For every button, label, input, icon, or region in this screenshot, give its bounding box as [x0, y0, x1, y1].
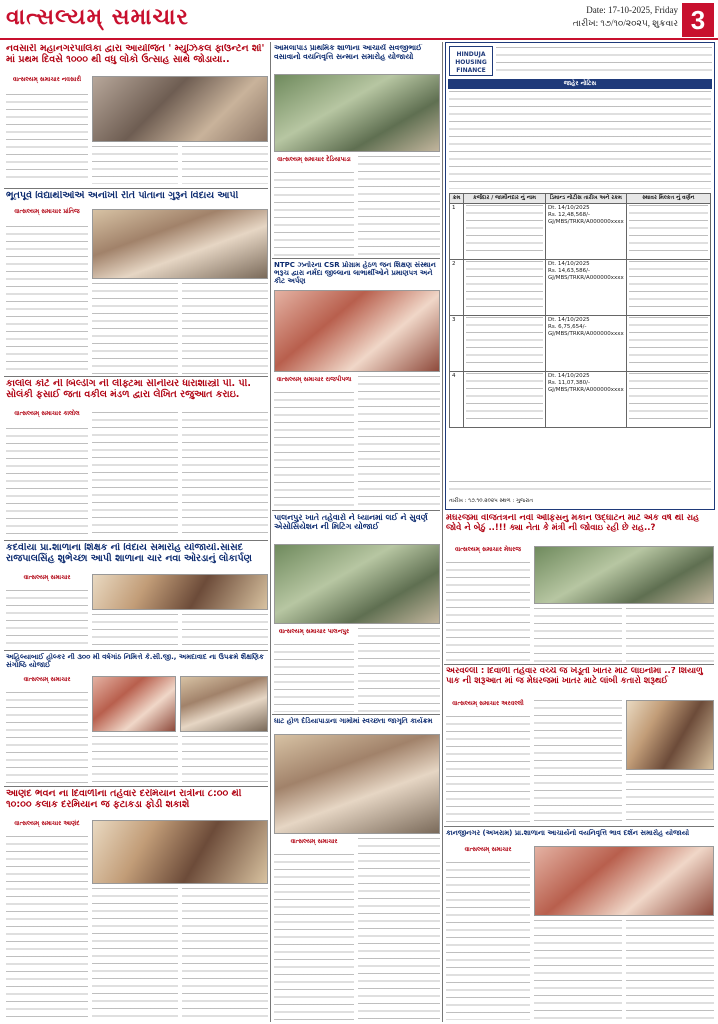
headline-a12: કાનજીનગર (અખરામ) પ્રા.શાળાના આચાર્યનો વયનિવૃત્તિ ભાવ દર્શન સમારોહ યોજાયો [446, 829, 690, 837]
article-text-a6-col1 [6, 836, 88, 1020]
headline-a5: અહિલ્યાબાઈ હોલ્કર ની ૩૦૦ મી વર્ષગાંઠ નિમિત્તે કે.સી.જી., અમદાવાદ ના ઉપક્રમે શૈક્ષણિક સંગોષ્ઠિ યોજાઈ [6, 653, 264, 670]
masthead [0, 0, 718, 40]
article-text-a12-col2 [534, 920, 622, 1020]
byline-a11: વાત્સલ્યમ્ સમાચાર અરવલ્લી [452, 700, 524, 707]
row-no: 1 [450, 204, 464, 260]
issue-date [573, 4, 678, 30]
page-number: 3 [682, 3, 714, 37]
divider [272, 258, 440, 259]
borrower-names [466, 373, 543, 421]
photo-seminar-right [180, 676, 268, 732]
byline-a2: વાત્સલ્યમ્ સમાચાર પ્રાંતિજ [14, 208, 80, 215]
photo-seminar-left [92, 676, 176, 732]
article-text-a3-col1 [6, 428, 88, 538]
headline-a10: મેઘરજમાં વીજતંત્રની નવી ઓફિસનું મકાન ઉદ્ઘાટન માટે એક વર્ષ થી રાહ જોવે ને બેઠું ..!!! ક્યા નેતા કે મંત્રી ની જોવાઇ રહી છે રાહ..? [446, 514, 700, 533]
demand-date: Dt. 14/10/2025 [548, 317, 590, 323]
byline-a7: વાત્સલ્યમ્ સમાચાર દેડિયાપાડા [277, 156, 351, 163]
photo-fountain-show [92, 76, 268, 142]
headline-a7: આમલાપાડ પ્રાથમિક શાળાના આચાર્ય સવજીભાઈ વસાવાનો વયનિવૃત્તિ સન્માન સમારોહ યોજાયો [274, 44, 422, 61]
article-text-a1-col2 [92, 146, 178, 184]
row-no: 4 [450, 372, 464, 428]
demand-amount: Rs. 14,63,586/- [548, 268, 591, 274]
notice-footer: તારીખ : ૧૭.૧૦.૨૦૨૫ સ્થળ : ગુજરાત [449, 498, 534, 504]
headline-a9: પાલનપુર ખાતે તહેવારો ને ધ્યાનમાં લઈ ને સુવર્ણ એસોસિયેશન ની મિટિંગ યોજાઈ [274, 513, 428, 532]
row-no: 3 [450, 316, 464, 372]
article-text-a12-col1 [446, 862, 530, 1020]
photo-fertilizer-queue [626, 700, 714, 770]
headline-a11: અરવલ્લી : દિવાળી તહેવાર વચ્ચે જ ખેડૂતો ખાતર માટે લાઇનોમાં ..? શિયાળુ પાક ની શરૂઆત માં જ મેઘરજમાં ખાતર માટે લાંબી કતારો શરૂથઈ [446, 667, 703, 686]
demand-date: Dt. 14/10/2025 [548, 205, 590, 211]
divider [4, 376, 268, 377]
article-text-a5-col1 [6, 692, 88, 784]
article-text-a3-col3 [182, 412, 268, 538]
article-text-a9-col2 [358, 628, 440, 712]
demand-date: Dt. 14/10/2025 [548, 373, 590, 379]
article-text-a13-col1 [274, 854, 354, 1020]
photo-principal-felicitation [534, 846, 714, 916]
byline-a12: વાત્સલ્યમ્ સમાચાર [464, 846, 512, 853]
article-text-a7-col2 [358, 156, 440, 256]
property-description [629, 317, 708, 365]
headline-a3: કાલોલ કોર્ટ ની બિલ્ડીંગ ની લીફ્ટમા સીનીયર ધારાશાસ્ત્રી પી. પી. સોલંકી ફસાઈ જતા વકીલ મંડળ દ્વારા લેખિત રજુઆત કરાઇ. [6, 379, 251, 400]
article-text-a10-col2 [534, 608, 622, 662]
byline-a3: વાત્સલ્યમ્ સમાચાર કાલોલ [14, 410, 80, 417]
demand-amount: Rs. 11,07,380/- [548, 380, 591, 386]
byline-a13: વાત્સલ્યમ્ સમાચાર [290, 838, 338, 845]
demand-date: Dt. 14/10/2025 [548, 261, 590, 267]
company-logo [449, 46, 493, 76]
byline-a8: વાત્સલ્યમ્ સમાચાર રાજપીપળા [276, 376, 352, 383]
photo-ntpc-csr [274, 290, 440, 372]
public-notice [445, 42, 715, 510]
article-text-a3-col2 [92, 412, 178, 538]
article-text-a8-col1 [274, 392, 354, 508]
table-row [450, 316, 711, 372]
property-description [629, 373, 708, 421]
byline-a1: વાત્સલ્યમ્ સમાચાર નવસારી [12, 76, 82, 83]
headline-a1: નવસારી મહાનગરપાલિકા દ્વારા આયોજિત ' મ્યુઝિકલ ફાઉન્ટેન શો' માં પ્રથમ દિવસે ૧૦૦૦ થી વધુ લોકો ઉત્સાહ સાથે જોડાયા.. [6, 44, 265, 65]
divider [4, 188, 268, 189]
article-text-a10-col1 [446, 562, 530, 662]
article-text-a5-col3 [182, 736, 268, 784]
date-english: Date: 17-10-2025, Friday [586, 5, 678, 15]
article-text-a11-col2 [534, 700, 622, 824]
article-text-a10-col3 [626, 608, 714, 662]
photo-cleanliness-drive [274, 734, 440, 834]
article-text-a12-col3 [626, 920, 714, 1020]
photo-principal-retirement [274, 74, 440, 152]
notice-table [449, 193, 711, 428]
article-text-a1-col1 [6, 94, 88, 184]
article-text-a2-col2 [92, 283, 178, 374]
borrower-names [466, 261, 543, 309]
demand-amount: Rs. 12,48,568/- [548, 212, 591, 218]
divider [444, 664, 714, 665]
article-text-a2-col3 [182, 283, 268, 374]
byline-a9: વાત્સલ્યમ્ સમાચાર પાલનપુર [278, 628, 350, 635]
article-text-a6-col3 [182, 888, 268, 1020]
headline-a6: આણંદ ભવન ના દિવાળીના તહેવાર દરમિયાન રાત્રીના ૮:૦૦ થી ૧૦:૦૦ કલાક દરમિયાન જ ફટાકડા ફોડી શકાશે [6, 789, 242, 810]
divider [4, 650, 268, 651]
table-row [450, 260, 711, 316]
company-address [496, 47, 712, 77]
notice-closing-text [449, 481, 711, 495]
demand-amount: Rs. 6,75,654/- [548, 324, 587, 330]
photo-electricity-office [534, 546, 714, 604]
byline-a5: વાત્સલ્યમ્ સમાચાર [23, 676, 71, 683]
notice-title: જાહેર નોટિસ [448, 79, 712, 89]
loan-number: GJ/MBS/TRKR/A000000xxxx [548, 275, 624, 281]
article-text-a11-col3 [626, 774, 714, 824]
divider [272, 510, 440, 511]
headline-a8: NTPC ઝનોરના CSR પ્રોગ્રામ હેઠળ જન શિક્ષણ સંસ્થાન ભરૂચ દ્વારા નર્મદા જીલ્લાના લાભાર્થીઓને પ્રમાણપત્ર અને કીટ અર્પણ [274, 261, 436, 286]
photo-fireworks [92, 820, 268, 884]
article-text-a2-col1 [6, 226, 88, 374]
article-text-a8-col2 [358, 376, 440, 508]
property-description [629, 261, 708, 309]
table-row [450, 372, 711, 428]
column-divider [270, 42, 271, 1022]
headline-a13: ઘાટ હોળ દેડિયાપાડાના ગામોમાં સ્વચ્છતા જાગૃતિ કાર્યક્રમ [274, 717, 433, 725]
byline-a10: વાત્સલ્યમ્ સમાચાર મેઘરજ [455, 546, 521, 553]
divider [272, 714, 440, 715]
article-text-a6-col2 [92, 888, 178, 1020]
loan-number: GJ/MBS/TRKR/A000000xxxx [548, 331, 624, 337]
article-text-a4-col2 [92, 614, 178, 648]
article-text-a9-col1 [274, 644, 354, 712]
column-divider [442, 42, 443, 1022]
notice-body [449, 91, 711, 189]
col-demand: ડિમાન્ડ નોટીસ તારીખ અને રકમ [546, 194, 627, 204]
divider [444, 826, 714, 827]
borrower-names [466, 205, 543, 253]
row-no: 2 [450, 260, 464, 316]
headline-a4: કદવીયા પ્રા.શાળાના શિક્ષક નો વિદાય સમારોહ યોજાયો.સાંસદ રાજપાલસિંહ શુભેચ્છા આપી શાળાના ચાર નવા ઓરડાનું લોકાર્પણ [6, 543, 252, 564]
newspaper-title: વાત્સલ્યમ્ સમાચાર [6, 4, 189, 30]
byline-a6: વાત્સલ્યમ્ સમાચાર આણંદ [14, 820, 80, 827]
loan-number: GJ/MBS/TRKR/A000000xxxx [548, 387, 624, 393]
article-text-a1-col3 [182, 146, 268, 184]
article-text-a4-col3 [182, 614, 268, 648]
divider [4, 540, 268, 541]
article-text-a5-col2 [92, 736, 178, 784]
table-header-row [450, 194, 711, 204]
property-description [629, 205, 708, 253]
loan-number: GJ/MBS/TRKR/A000000xxxx [548, 219, 624, 225]
byline-a4: વાત્સલ્યમ્ સમાચાર [23, 574, 71, 581]
col-borrower: કર્જદાર / જામીનદાર નું નામ [464, 194, 546, 204]
borrower-names [466, 317, 543, 365]
col-property: સ્થાવર મિલ્કત નું વર્ણન [626, 194, 710, 204]
photo-school-event [92, 574, 268, 610]
photo-association-meeting [274, 544, 440, 624]
date-gujarati: તારીખ: ૧૭/૧૦/૨૦૨૫, શુક્રવાર [572, 18, 678, 28]
photo-teacher-farewell [92, 209, 268, 279]
article-text-a11-col1 [446, 716, 530, 824]
divider [4, 786, 268, 787]
article-text-a4-col1 [6, 590, 88, 648]
article-text-a7-col1 [274, 172, 354, 256]
company-name: HINDUJA HOUSING FINANCE [455, 51, 487, 74]
col-no: ક્રમ [450, 194, 464, 204]
table-row [450, 204, 711, 260]
article-text-a13-col2 [358, 838, 440, 1020]
headline-a2: ભૂતપૂર્વ વિદ્યાર્થીઓએ અનોખી રીતે પોતાના ગુરૂને વિદાય આપી [6, 191, 239, 201]
